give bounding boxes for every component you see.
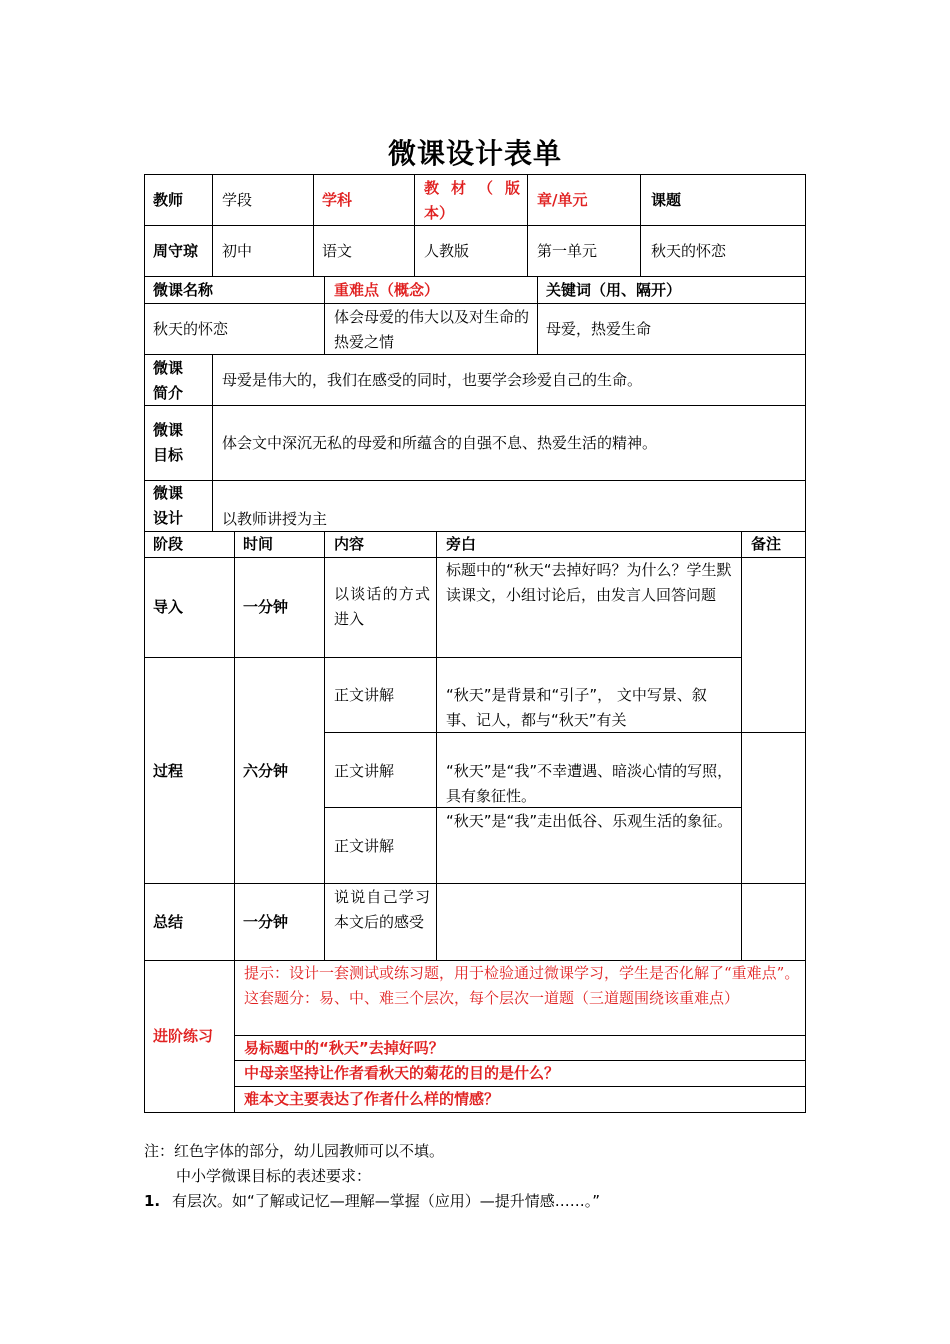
lesson-name-value: 秋天的怀恋	[153, 320, 229, 338]
intro-text: 母爱是伟大的，我们在感受的同时，也要学会珍爱自己的生命。	[222, 371, 643, 389]
practice-hint: 提示：设计一套测试或练习题，用于检验通过微课学习，学生是否化解了“重难点”。这套题分：易、中、难三个层次，每个层次一道题（三道题围绕该重难点）	[244, 964, 800, 1007]
stage-process-content-2: 正文讲解	[334, 762, 395, 780]
header-teacher: 教师	[153, 191, 184, 209]
col-narration: 旁白	[446, 535, 477, 553]
stage-process-narration-2: “秋天”是“我”不幸遭遇、暗淡心情的写照，具有象征性。	[446, 762, 733, 805]
design-text: 以教师讲授为主	[222, 510, 328, 528]
stage-process-narration-3: “秋天”是“我”走出低谷、乐观生活的象征。	[446, 812, 733, 830]
practice-hard: 难本文主要表达了作者什么样的情感？	[244, 1090, 500, 1108]
stage-summary-phase: 总结	[153, 913, 184, 931]
stage-intro-narration: 标题中的“秋天“去掉好吗？为什么？学生默读课文，小组讨论后，由发言人回答问题	[446, 561, 732, 604]
header-topic: 课题	[651, 191, 682, 209]
practice-easy: 易标题中的“秋天”去掉好吗？	[244, 1039, 444, 1057]
practice-label: 进阶练习	[153, 1027, 214, 1045]
stage-process-content-3: 正文讲解	[334, 837, 395, 855]
stage-summary-content: 说说自己学习本文后的感受	[334, 888, 430, 931]
goal-text: 体会文中深沉无私的母爱和所蕴含的自强不息、热爱生活的精神。	[222, 434, 658, 452]
stage-intro-content: 以谈话的方式进入	[334, 585, 430, 628]
info-teacher: 周守琼	[153, 242, 199, 260]
design-label: 微课设计	[153, 484, 184, 527]
header-subject: 学科	[322, 191, 353, 209]
stage-intro-time: 一分钟	[243, 598, 289, 616]
stage-process-content-1: 正文讲解	[334, 686, 395, 704]
note-line-2: 中小学微课目标的表述要求：	[176, 1167, 372, 1185]
lesson-keywords-value: 母爱，热爱生命	[546, 320, 652, 338]
note-item-text: 有层次。如“了解或记忆—理解—掌握（应用）—提升情感……。”	[172, 1192, 601, 1210]
goal-label: 微课目标	[153, 421, 184, 464]
info-subject: 语文	[322, 242, 353, 260]
page-title: 微课设计表单	[387, 137, 562, 170]
intro-label: 微课简介	[153, 359, 184, 402]
note-line-1: 注：红色字体的部分，幼儿园教师可以不填。	[144, 1142, 445, 1160]
lesson-name-header: 微课名称	[153, 281, 214, 299]
col-phase: 阶段	[153, 535, 184, 553]
stage-intro-phase: 导入	[153, 598, 184, 616]
header-chapter: 章/单元	[537, 191, 588, 209]
header-stage: 学段	[222, 191, 253, 209]
lesson-key-header: 重难点（概念）	[334, 281, 440, 299]
practice-medium: 中母亲坚持让作者看秋天的菊花的目的是什么？	[244, 1064, 560, 1082]
lesson-keywords-header: 关键词（用、隔开）	[546, 281, 682, 299]
info-stage: 初中	[222, 242, 253, 260]
stage-process-narration-1: “秋天”是背景和“引子”， 文中写景、叙事、记人，都与“秋天”有关	[446, 686, 707, 729]
info-chapter: 第一单元	[537, 242, 598, 260]
lesson-key-value: 体会母爱的伟大以及对生命的热爱之情	[334, 308, 530, 351]
info-textbook: 人教版	[424, 242, 470, 260]
col-content: 内容	[334, 535, 365, 553]
stage-process-phase: 过程	[153, 762, 184, 780]
info-topic: 秋天的怀恋	[651, 242, 727, 260]
note-item-number: 1.	[144, 1192, 161, 1210]
stage-process-time: 六分钟	[243, 762, 289, 780]
stage-summary-time: 一分钟	[243, 913, 289, 931]
header-textbook: 教 材 （ 版 本）	[424, 179, 520, 222]
col-remark: 备注	[751, 535, 782, 553]
col-time: 时间	[243, 535, 274, 553]
